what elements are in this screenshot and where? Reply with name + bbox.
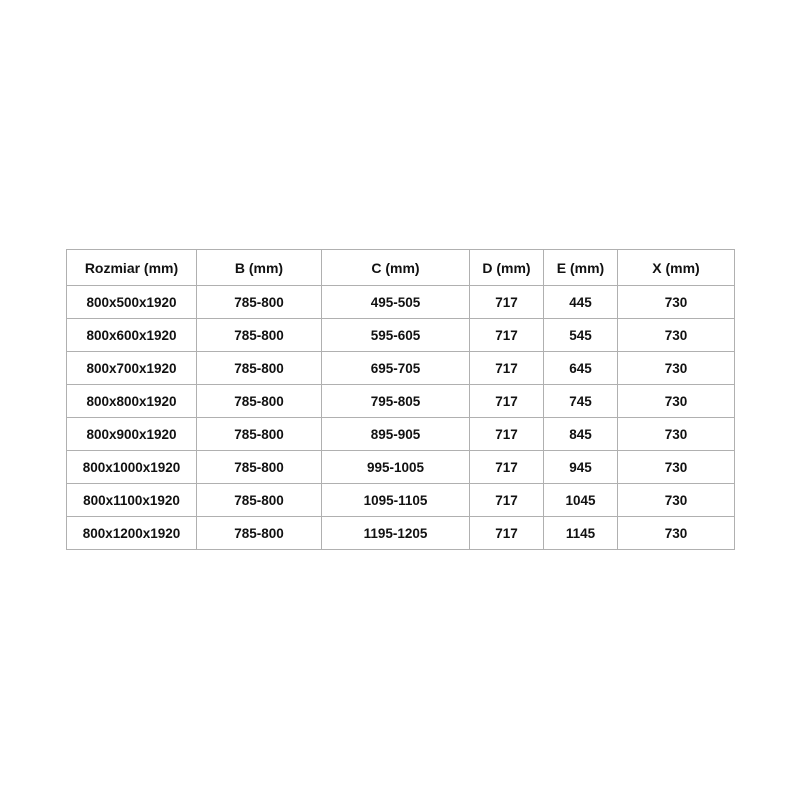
- table-cell: 745: [544, 385, 618, 418]
- table-cell: 730: [618, 286, 735, 319]
- table-cell: 495-505: [322, 286, 470, 319]
- table-row: [67, 517, 735, 550]
- table-cell: 800x800x1920: [67, 385, 197, 418]
- table-cell: 800x1000x1920: [67, 451, 197, 484]
- table-row: [67, 484, 735, 517]
- table-cell: 717: [470, 286, 544, 319]
- column-header: B (mm): [197, 250, 322, 286]
- specification-table: [66, 249, 735, 550]
- table-cell: 717: [470, 451, 544, 484]
- table-cell: 785-800: [197, 451, 322, 484]
- table-cell: 845: [544, 418, 618, 451]
- table-cell: 717: [470, 385, 544, 418]
- table-row: [67, 352, 735, 385]
- table-body: [67, 250, 735, 550]
- table-cell: 800x500x1920: [67, 286, 197, 319]
- table-cell: 1045: [544, 484, 618, 517]
- table-cell: 800x700x1920: [67, 352, 197, 385]
- table-cell: 717: [470, 319, 544, 352]
- column-header: X (mm): [618, 250, 735, 286]
- table-cell: 730: [618, 517, 735, 550]
- table-cell: 717: [470, 418, 544, 451]
- table-cell: 695-705: [322, 352, 470, 385]
- table-header-row: [67, 250, 735, 286]
- table-row: [67, 451, 735, 484]
- table-cell: 730: [618, 319, 735, 352]
- table-cell: 545: [544, 319, 618, 352]
- table-cell: 717: [470, 484, 544, 517]
- table-cell: 945: [544, 451, 618, 484]
- table-cell: 595-605: [322, 319, 470, 352]
- column-header: E (mm): [544, 250, 618, 286]
- specification-table-container: [66, 249, 734, 550]
- table-cell: 895-905: [322, 418, 470, 451]
- column-header: D (mm): [470, 250, 544, 286]
- table-cell: 1195-1205: [322, 517, 470, 550]
- table-cell: 1145: [544, 517, 618, 550]
- table-cell: 800x600x1920: [67, 319, 197, 352]
- table-cell: 730: [618, 484, 735, 517]
- column-header: C (mm): [322, 250, 470, 286]
- table-cell: 800x1200x1920: [67, 517, 197, 550]
- table-cell: 785-800: [197, 319, 322, 352]
- table-cell: 785-800: [197, 418, 322, 451]
- table-cell: 800x900x1920: [67, 418, 197, 451]
- table-cell: 795-805: [322, 385, 470, 418]
- table-cell: 785-800: [197, 352, 322, 385]
- table-row: [67, 418, 735, 451]
- table-cell: 785-800: [197, 484, 322, 517]
- table-cell: 785-800: [197, 385, 322, 418]
- table-cell: 1095-1105: [322, 484, 470, 517]
- table-cell: 785-800: [197, 286, 322, 319]
- table-row: [67, 286, 735, 319]
- table-cell: 645: [544, 352, 618, 385]
- column-header: Rozmiar (mm): [67, 250, 197, 286]
- table-cell: 785-800: [197, 517, 322, 550]
- table-cell: 730: [618, 451, 735, 484]
- table-row: [67, 385, 735, 418]
- table-cell: 800x1100x1920: [67, 484, 197, 517]
- table-cell: 995-1005: [322, 451, 470, 484]
- table-cell: 730: [618, 352, 735, 385]
- table-cell: 717: [470, 352, 544, 385]
- table-cell: 730: [618, 418, 735, 451]
- table-cell: 730: [618, 385, 735, 418]
- table-row: [67, 319, 735, 352]
- table-cell: 445: [544, 286, 618, 319]
- table-cell: 717: [470, 517, 544, 550]
